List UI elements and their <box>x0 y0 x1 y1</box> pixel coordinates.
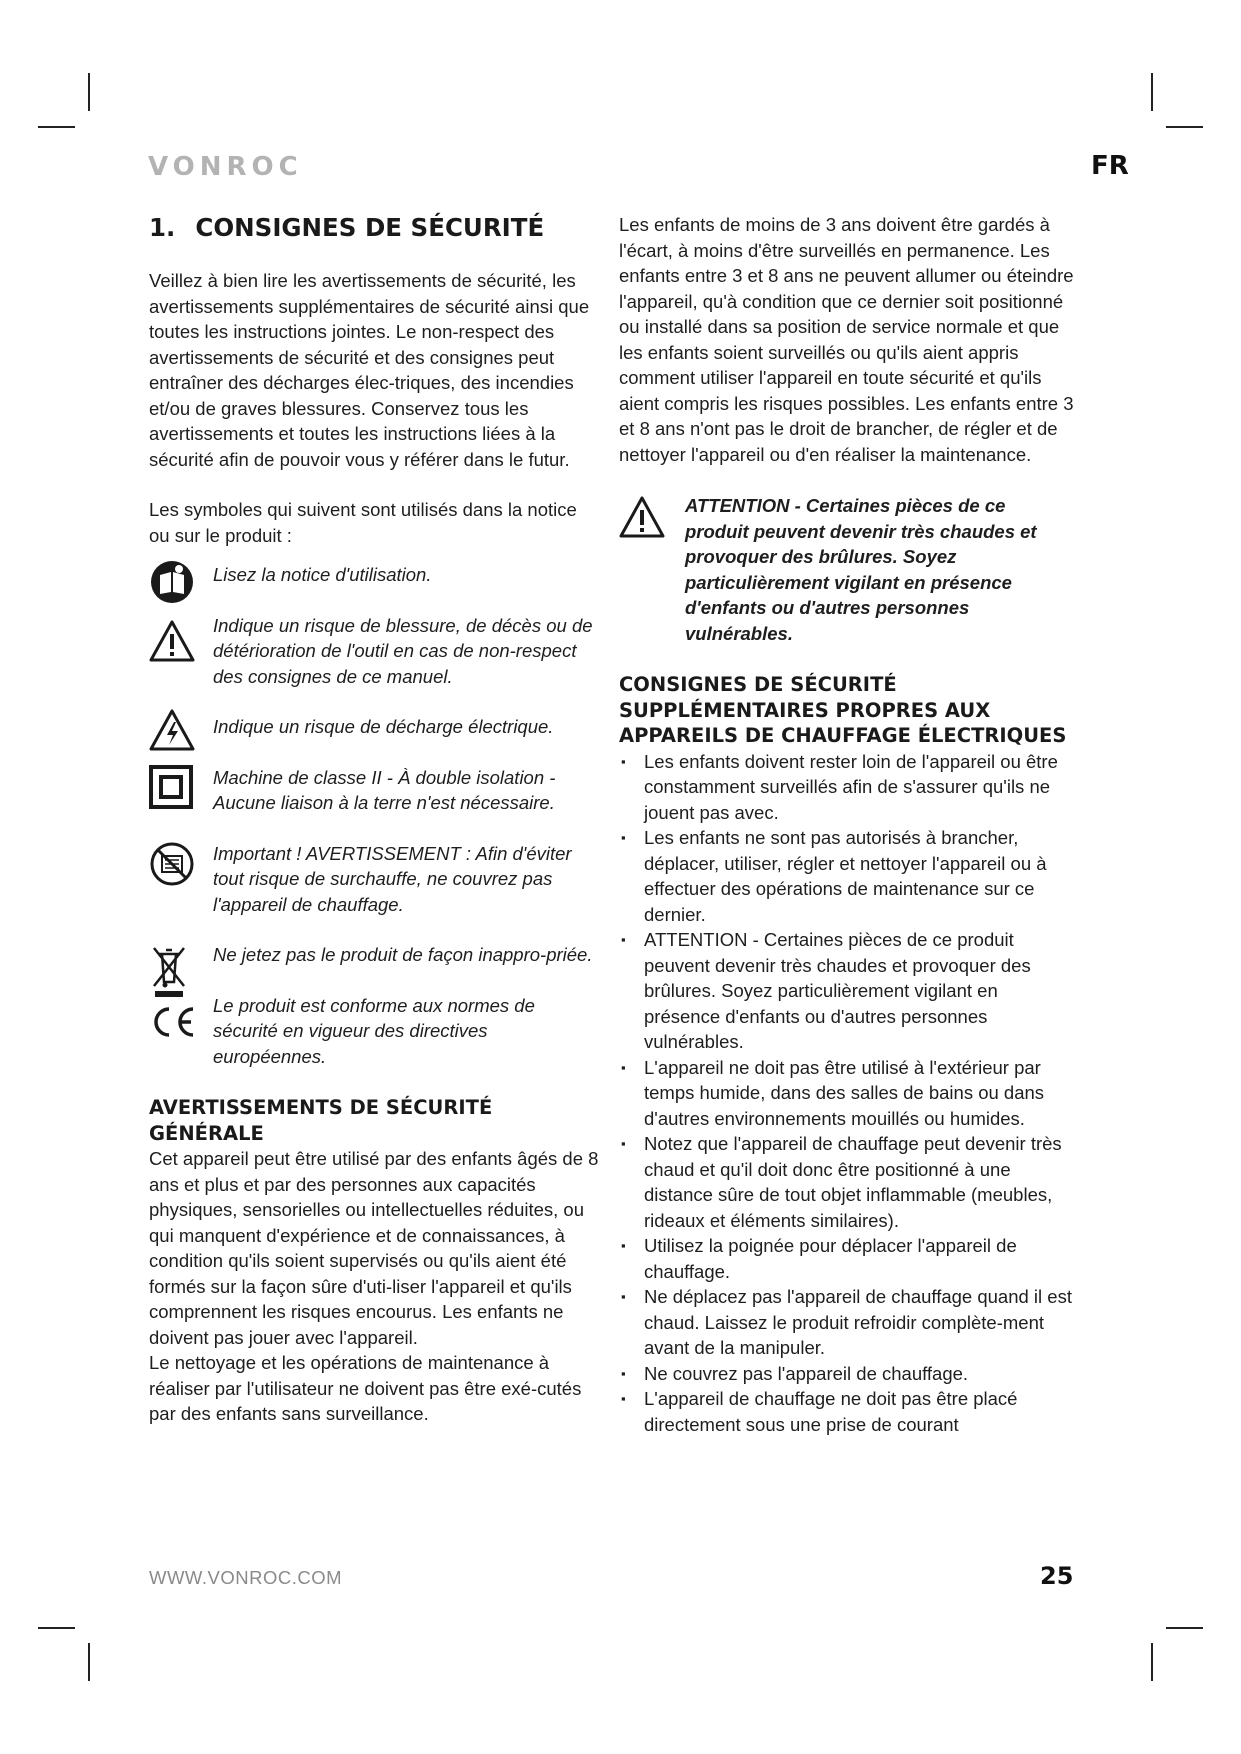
heater-safety-list <box>619 749 1074 1438</box>
crop-mark <box>38 126 75 128</box>
list-item-text: Les enfants ne sont pas autorisés à brancher, déplacer, utiliser, régler et nettoyer l'appareil ou à effectuer des opérations de maintenance sur ce dernier. <box>644 827 1047 925</box>
bullet-marker: ▪ <box>621 753 626 769</box>
general-paragraph: Cet appareil peut être utilisé par des enfants âgés de 8 ans et plus et par des personnes aux capacités physiques, sensorielles ou intellectuelles réduites, ou qui manquent d'expérience et de connaissances, à condition qu'ils soient supervisés ou qu'ils aient été formés sur la façon sûre d'uti-liser l'appareil et qu'ils comprennent les risques encourus. Les enfants ne doivent pas jouer avec l'appareil. <box>149 1148 599 1348</box>
symbol-item <box>149 613 599 690</box>
crop-mark <box>88 1643 90 1681</box>
symbol-text: Machine de classe II - À double isolation - Aucune liaison à la terre n'est nécessaire. <box>213 766 556 813</box>
symbol-item <box>149 841 599 918</box>
list-item <box>619 1055 1074 1132</box>
symbol-list <box>149 562 599 1069</box>
symbols-intro: Les symboles qui suivent sont utilisés dans la notice ou sur le produit : <box>149 499 577 546</box>
weee-disposal-icon <box>149 944 189 998</box>
bullet-marker: ▪ <box>621 1365 626 1381</box>
brand-logo: VONROC <box>148 152 303 182</box>
crop-mark <box>1166 126 1203 128</box>
symbol-text: Indique un risque de décharge électrique. <box>213 716 554 737</box>
list-item-text: Les enfants doivent rester loin de l'appareil ou être constamment surveillés afin de s'assurer qu'ils ne jouent pas avec. <box>644 750 1058 823</box>
attention-callout <box>619 493 1074 646</box>
list-item-text: L'appareil de chauffage ne doit pas être placé directement sous une prise de courant <box>644 1388 1018 1435</box>
ce-mark-icon <box>149 1005 197 1039</box>
injury-warning-icon <box>149 619 195 663</box>
list-item <box>619 1284 1074 1361</box>
list-item <box>619 1131 1074 1233</box>
page-title <box>149 212 599 244</box>
section-number: 1. <box>149 213 176 242</box>
page-number: 25 <box>1040 1562 1074 1590</box>
list-item-text: Notez que l'appareil de chauffage peut devenir très chaud et qu'il doit donc être positionné à une distance sûre de tout objet inflammable (meubles, rideaux et éléments similaires). <box>644 1133 1062 1231</box>
read-manual-icon <box>149 559 195 605</box>
symbol-text: Lisez la notice d'utilisation. <box>213 564 432 585</box>
symbol-text: Important ! AVERTISSEMENT : Afin d'éviter tout risque de surchauffe, ne couvrez pas l'appareil de chauffage. <box>213 842 572 915</box>
crop-mark <box>1166 1627 1203 1629</box>
list-item-text: ATTENTION - Certaines pièces de ce produit peuvent devenir très chaudes et provoquer des brûlures. Soyez particulièrement vigilant en présence d'enfants ou d'autres personnes vulnérables. <box>644 929 1031 1052</box>
maintenance-paragraph: Le nettoyage et les opérations de maintenance à réaliser par l'utilisateur ne doivent pas être exé-cutés par des enfants sans surveillance. <box>149 1352 582 1424</box>
intro-paragraph: Veillez à bien lire les avertissements de sécurité, les avertissements supplémentaires de sécurité ainsi que toutes les instructions jointes. Le non-respect des avertissements de sécurité et des consignes peut entraîner des décharges élec-triques, des incendies et/ou de graves blessures. Conservez tous les avertissements et toutes les instructions liées à la sécurité afin de pouvoir vous y référer dans le futur. <box>149 270 590 470</box>
class-ii-icon <box>149 765 193 809</box>
symbol-item <box>149 562 599 588</box>
crop-mark <box>1151 73 1153 111</box>
children-paragraph: Les enfants de moins de 3 ans doivent être gardés à l'écart, à moins d'être surveillés en permanence. Les enfants entre 3 et 8 ans ne peuvent allumer ou éteindre l'appareil, qu'à condition que ce dernier soit positionné ou installé dans sa position de service normale et que les enfants soient surveillés ou qu'ils aient appris comment utiliser l'appareil en toute sécurité et qu'ils aient compris les risques possibles. Les enfants entre 3 et 8 ans n'ont pas le droit de brancher, de régler et de nettoyer l'appareil ou d'en réaliser la maintenance. <box>619 214 1074 465</box>
symbol-item <box>149 714 599 740</box>
bullet-marker: ▪ <box>621 1059 626 1075</box>
general-warnings-heading: AVERTISSEMENTS DE SÉCURITÉ GÉNÉRALE <box>149 1096 493 1145</box>
bullet-marker: ▪ <box>621 1238 626 1253</box>
crop-mark <box>1151 1643 1153 1681</box>
bullet-marker: ▪ <box>621 1136 626 1151</box>
list-item <box>619 1233 1074 1284</box>
footer-url: WWW.VONROC.COM <box>149 1567 343 1588</box>
crop-mark <box>38 1627 75 1629</box>
heater-safety-heading: CONSIGNES DE SÉCURITÉ SUPPLÉMENTAIRES PROPRES AUX APPAREILS DE CHAUFFAGE ÉLECTRIQUES <box>619 673 1067 747</box>
crop-mark <box>88 73 90 111</box>
symbol-text: Le produit est conforme aux normes de sécurité en vigueur des directives européennes. <box>213 994 535 1067</box>
list-item <box>619 1386 1074 1437</box>
list-item <box>619 825 1074 927</box>
symbol-item <box>149 993 599 1070</box>
do-not-cover-icon <box>149 841 195 887</box>
section-title: CONSIGNES DE SÉCURITÉ <box>195 213 545 242</box>
left-column <box>149 212 599 1427</box>
symbol-item <box>149 765 599 816</box>
language-code: FR <box>1091 151 1129 181</box>
bullet-marker: ▪ <box>621 1391 626 1406</box>
symbol-text: Ne jetez pas le produit de façon inappro-priée. <box>213 944 593 965</box>
list-item-text: Ne déplacez pas l'appareil de chauffage quand il est chaud. Laissez le produit refroidir complète-ment avant de la manipuler. <box>644 1286 1072 1358</box>
attention-text: ATTENTION - Certaines pièces de ce produit peuvent devenir très chaudes et provoquer des brûlures. Soyez particulièrement vigilant en présence d'enfants ou d'autres personnes vulnérables. <box>685 495 1037 644</box>
symbol-text: Indique un risque de blessure, de décès ou de détérioration de l'outil en cas de non-respect des consignes de ce manuel. <box>213 614 593 687</box>
right-column <box>619 212 1074 1437</box>
list-item-text: Ne couvrez pas l'appareil de chauffage. <box>644 1362 969 1384</box>
bullet-marker: ▪ <box>621 830 626 845</box>
list-item-text: L'appareil ne doit pas être utilisé à l'extérieur par temps humide, dans des salles de bains ou dans d'autres environnements mouillés ou humides. <box>644 1056 1045 1129</box>
symbol-item <box>149 942 599 968</box>
electric-shock-icon <box>149 708 195 752</box>
warning-icon <box>619 495 665 539</box>
list-item <box>619 927 1074 1055</box>
bullet-marker: ▪ <box>621 932 626 947</box>
list-item-text: Utilisez la poignée pour déplacer l'appareil de chauffage. <box>644 1235 1017 1282</box>
list-item <box>619 749 1074 826</box>
list-item <box>619 1361 1074 1387</box>
bullet-marker: ▪ <box>621 1289 626 1304</box>
